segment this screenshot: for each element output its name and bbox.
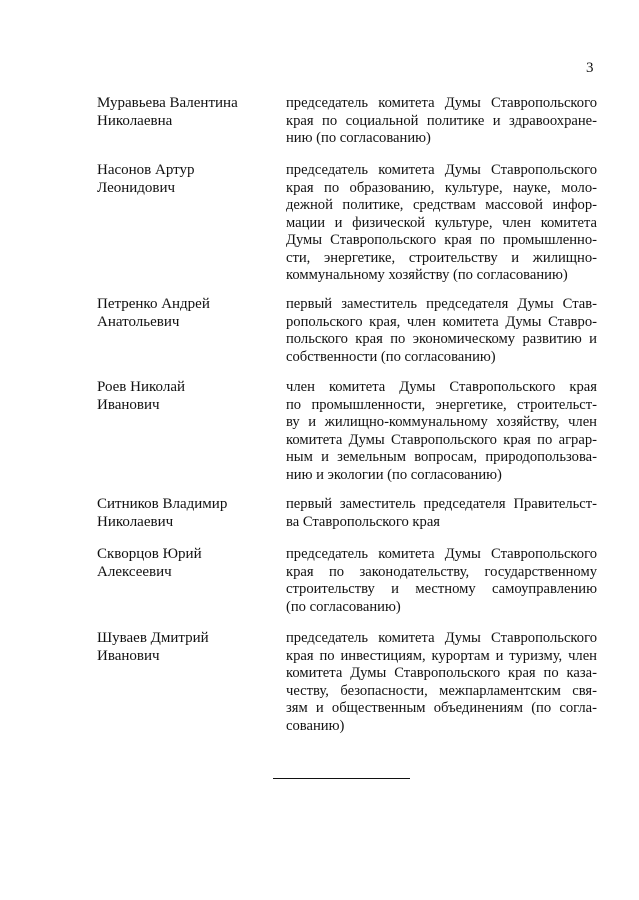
member-name-line: Петренко Андрей bbox=[97, 296, 210, 312]
member-name-line: Муравьева Валентина bbox=[97, 95, 238, 111]
member-role-line: первый заместитель председателя Думы Став- bbox=[286, 296, 597, 312]
member-role-line: строительству и местному самоуправлению bbox=[286, 581, 597, 597]
member-name bbox=[97, 379, 272, 414]
member-role-line: честву, безопасности, межпарламентским свя- bbox=[286, 682, 597, 699]
end-divider-line bbox=[273, 778, 410, 779]
member-role-line: комитета Думы Ставропольского края по аграр- bbox=[286, 431, 597, 448]
member-name-line: Шуваев Дмитрий bbox=[97, 630, 209, 646]
member-role-line: ву и жилищно-коммунальному хозяйству, член bbox=[286, 414, 597, 430]
page-number: 3 bbox=[586, 60, 594, 76]
member-name-line: Иванович bbox=[97, 396, 160, 413]
member-role-line: сти, энергетике, строительству и жилищно- bbox=[286, 249, 597, 266]
member-name-line: Анатольевич bbox=[97, 313, 180, 330]
member-name bbox=[97, 546, 272, 581]
member-role-line: края по социальной политике и здравоохране- bbox=[286, 112, 597, 129]
member-role-line: председатель комитета Думы Ставропольского bbox=[286, 95, 597, 111]
member-role-line: коммунальному хозяйству (по согласованию) bbox=[286, 267, 568, 283]
member-role-line: первый заместитель председателя Правительст- bbox=[286, 496, 597, 512]
member-role-line: комитета Думы Ставропольского края по каза- bbox=[286, 665, 597, 681]
member-name-line: Николаевич bbox=[97, 513, 174, 530]
member-name-line: Николаевна bbox=[97, 112, 173, 129]
member-role-line: по промышленности, энергетике, строительст- bbox=[286, 396, 597, 413]
member-role-line: ва Ставропольского края bbox=[286, 513, 441, 530]
member-role bbox=[286, 630, 597, 735]
member-role-line: ным и земельным вопросам, природопользова- bbox=[286, 449, 597, 465]
member-role bbox=[286, 296, 597, 366]
member-name-line: Роев Николай bbox=[97, 379, 186, 395]
member-role-line: Думы Ставропольского края по промышленно- bbox=[286, 232, 597, 248]
member-role-line: дежной политике, средствам массовой инфор- bbox=[286, 197, 597, 213]
member-name bbox=[97, 162, 272, 197]
member-role-line: ропольского края, член комитета Думы Ставро- bbox=[286, 313, 597, 330]
member-role-line: председатель комитета Думы Ставропольского bbox=[286, 630, 597, 646]
member-role-line: нию (по согласованию) bbox=[286, 130, 431, 146]
member-name-line: Скворцов Юрий bbox=[97, 546, 202, 562]
member-name bbox=[97, 630, 272, 665]
member-name bbox=[97, 296, 272, 331]
member-role-line: края по инвестициям, курортам и туризму, член bbox=[286, 647, 597, 664]
member-role-line: председатель комитета Думы Ставропольского bbox=[286, 162, 597, 178]
member-role-line: польского края по экономическому развитию и bbox=[286, 331, 597, 347]
member-name-line: Алексеевич bbox=[97, 563, 172, 580]
member-role-line: собственности (по согласованию) bbox=[286, 348, 496, 365]
member-role-line: нию и экологии (по согласованию) bbox=[286, 466, 502, 483]
member-role-line: председатель комитета Думы Ставропольского bbox=[286, 546, 597, 562]
member-name-line: Иванович bbox=[97, 647, 160, 664]
member-role-line: (по согласованию) bbox=[286, 598, 401, 615]
member-role-line: мации и физической культуре, член комитета bbox=[286, 214, 597, 231]
member-role-line: член комитета Думы Ставропольского края bbox=[286, 379, 597, 395]
member-role-line: края по образованию, культуре, науке, моло- bbox=[286, 179, 597, 196]
member-role bbox=[286, 379, 597, 484]
member-role bbox=[286, 496, 597, 531]
member-name bbox=[97, 496, 272, 531]
member-role-line: сованию) bbox=[286, 717, 345, 734]
member-name-line: Насонов Артур bbox=[97, 162, 195, 178]
member-role-line: зям и общественным объединениям (по согла- bbox=[286, 700, 597, 716]
member-role bbox=[286, 95, 597, 148]
member-name bbox=[97, 95, 272, 130]
member-role bbox=[286, 162, 597, 285]
member-role bbox=[286, 546, 597, 616]
member-name-line: Леонидович bbox=[97, 179, 176, 196]
member-name-line: Ситников Владимир bbox=[97, 496, 228, 512]
member-role-line: края по законодательству, государственному bbox=[286, 563, 597, 580]
